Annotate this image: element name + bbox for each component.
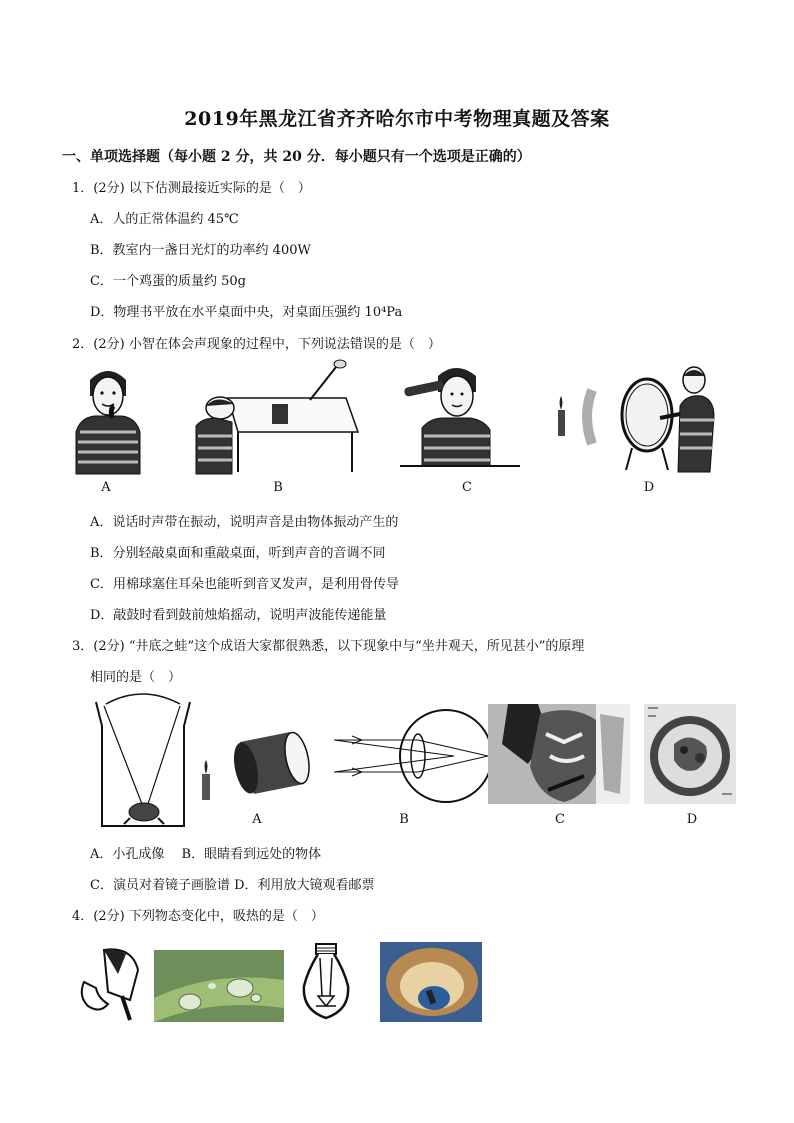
question-1-option-b: B．教室内一盏日光灯的功率约 400W xyxy=(90,243,311,258)
q2-figure-label-b: B xyxy=(273,480,283,495)
q3-figure-b-eye-diagram xyxy=(334,700,496,804)
q3-frog-in-well-diagram xyxy=(92,692,194,830)
q3-figure-a-pinhole-camera xyxy=(200,718,318,808)
q3-figure-label-a: A xyxy=(252,812,262,827)
question-3-stem-line1: 3．(2分) “井底之蛙”这个成语大家都很熟悉，以下现象中与“坐井观天，所见甚小”的原理 xyxy=(72,639,585,654)
q4-figure-popsicle-melting xyxy=(78,944,148,1022)
question-3-option-cd: C．演员对着镜子画脸谱 D．利用放大镜观看邮票 xyxy=(90,878,375,893)
question-4-stem: 4．(2分) 下列物态变化中，吸热的是（ ） xyxy=(72,909,324,924)
question-1-option-d: D．物理书平放在水平桌面中央，对桌面压强约 10⁴Pa xyxy=(90,305,403,320)
q4-figure-light-bulb xyxy=(298,940,354,1022)
q4-figure-dew-on-leaf-photo xyxy=(154,950,284,1022)
question-2-option-c: C．用棉球塞住耳朵也能听到音叉发声，是利用骨传导 xyxy=(90,577,399,592)
question-2-stem: 2．(2分) 小智在体会声现象的过程中，下列说法错误的是（ ） xyxy=(72,337,441,352)
q3-figure-d-magnifier-photo xyxy=(644,704,736,804)
question-3-stem-line2: 相同的是（ ） xyxy=(90,670,182,685)
q2-figure-d-drum-candle xyxy=(552,360,718,472)
q3-figure-label-b: B xyxy=(399,812,409,827)
question-2-option-d: D．敲鼓时看到鼓前烛焰摇动，说明声波能传递能量 xyxy=(90,608,387,623)
q2-figure-b-table-listening xyxy=(192,360,360,474)
q3-figure-label-c: C xyxy=(555,812,565,827)
q2-figure-label-c: C xyxy=(462,480,472,495)
question-2-option-a: A．说话时声带在振动，说明声音是由物体振动产生的 xyxy=(90,515,399,530)
question-1-option-a: A．人的正常体温约 45℃ xyxy=(90,212,239,227)
q2-figure-c-tuning-fork xyxy=(400,362,520,466)
question-2-option-b: B．分别轻敲桌面和重敲桌面，听到声音的音调不同 xyxy=(90,546,386,561)
question-1-option-c: C．一个鸡蛋的质量约 50g xyxy=(90,274,246,289)
q3-figure-c-face-painting-photo xyxy=(488,704,630,804)
q2-figure-a-speaking-person xyxy=(68,362,148,474)
q2-figure-label-d: D xyxy=(643,480,655,495)
question-3-option-ab: A．小孔成像 B．眼睛看到远处的物体 xyxy=(90,847,322,862)
q4-figure-dry-ice-photo xyxy=(380,942,482,1022)
q2-figure-label-a: A xyxy=(101,480,111,495)
q3-figure-label-d: D xyxy=(686,812,698,827)
question-1-stem: 1．(2分) 以下估测最接近实际的是（ ） xyxy=(72,181,311,196)
page-title: 2019年黑龙江省齐齐哈尔市中考物理真题及答案 xyxy=(184,108,610,130)
section-heading: 一、单项选择题（每小题 2 分，共 20 分．每小题只有一个选项是正确的） xyxy=(62,149,531,165)
